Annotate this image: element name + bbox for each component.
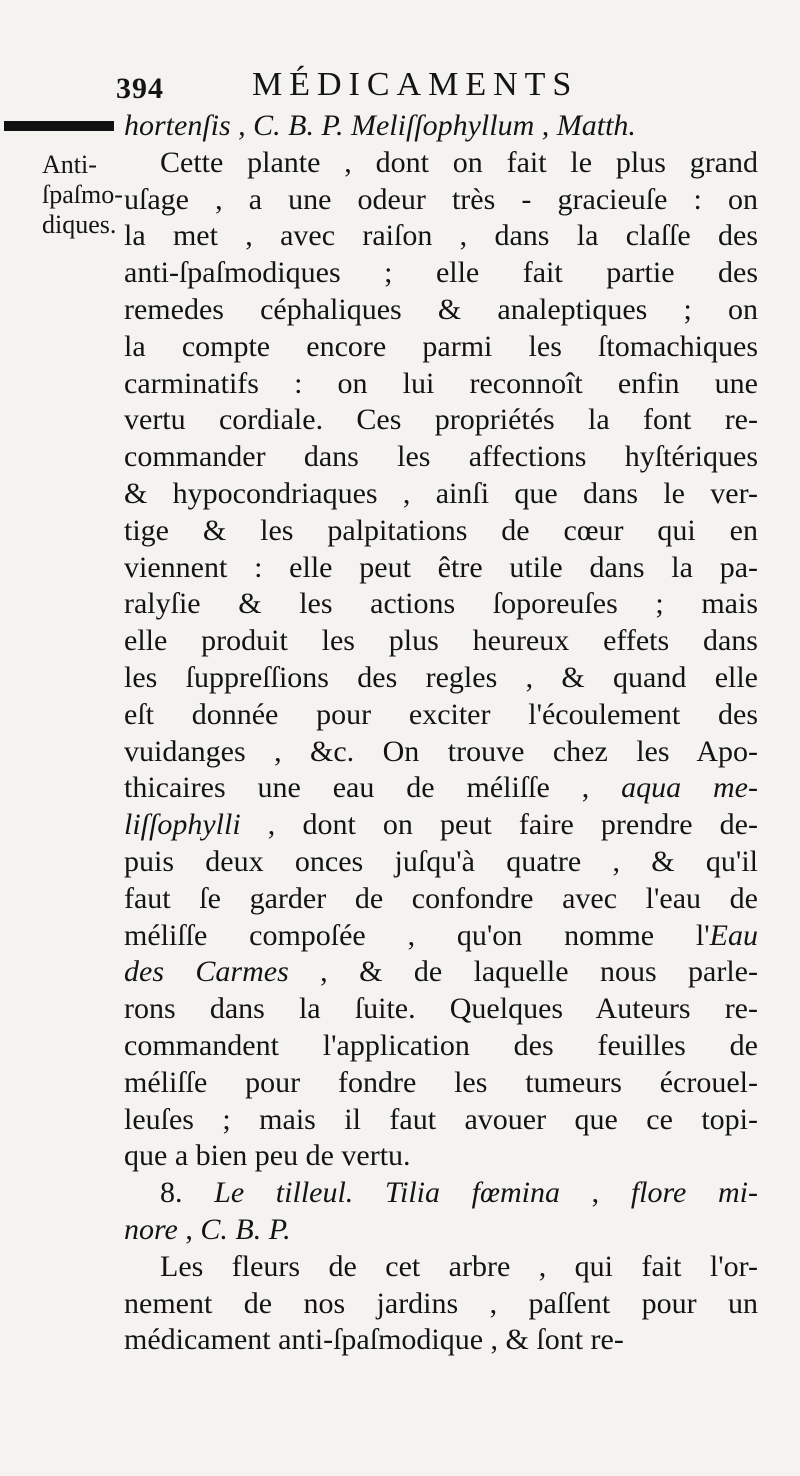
italic-text: hortenſis [124, 109, 231, 142]
text-line [124, 402, 758, 439]
italic-text: flore mi- [630, 1176, 759, 1210]
text-span: 8. [160, 1176, 215, 1210]
margin-note-line: ſpaſmo- [42, 180, 123, 209]
text-line [124, 1138, 758, 1175]
margin-note-line: diques. [42, 210, 117, 239]
text-line [124, 513, 758, 550]
text-span: ralyſie & les actions ſoporeuſes ; mais [124, 587, 758, 621]
text-span: la compte encore parmi les ſtomachiques [124, 329, 758, 363]
text-span: remedes céphaliques & analeptiques ; on [124, 292, 758, 326]
text-span: nement de nos jardins , paſſent pour un [124, 1286, 758, 1320]
text-line [124, 991, 758, 1028]
text-line [124, 145, 758, 182]
text-span: faut ſe garder de confondre avec l'eau de [124, 881, 758, 915]
text-line [124, 1175, 758, 1212]
text-line [124, 550, 758, 587]
text-span: uſage , a une odeur très - gracieuſe : on [124, 182, 758, 216]
text-line [124, 586, 758, 623]
italic-text: Le tilleul. Tilia fœmina [214, 1176, 560, 1210]
text-span: , & de laquelle nous parle- [288, 955, 758, 989]
text-span: vuidanges , &c. On trouve chez les Apo- [124, 734, 758, 768]
text-line [124, 329, 758, 366]
text-span: rons dans la ſuite. Quelques Auteurs re- [124, 992, 758, 1026]
italic-text: C. B. P. [200, 1212, 291, 1246]
text-line [124, 1286, 758, 1323]
italic-text: nore [124, 1212, 178, 1246]
text-line [124, 182, 758, 219]
text-span: thicaires une eau de méliſſe , [124, 771, 622, 805]
page-header [116, 60, 776, 110]
text-line [124, 734, 758, 771]
text-span: Cette plante , dont on fait le plus grand [160, 145, 758, 179]
text-span: & hypocondriaques , ainſi que dans le ver- [124, 476, 758, 510]
running-title: MÉDICAMENTS [252, 66, 579, 103]
text-span: carminatifs : on lui reconnoît enfin une [124, 366, 758, 400]
text-span: méliſſe pour fondre les tumeurs écrouel- [124, 1065, 758, 1099]
text-line [124, 255, 758, 292]
text-line [124, 697, 758, 734]
text-line [124, 1028, 758, 1065]
text-span: commandent l'application des feuilles de [124, 1028, 758, 1062]
text-span: la met , avec raiſon , dans la claſſe des [124, 219, 758, 253]
text-line [124, 218, 758, 255]
text-span: elle produit les plus heureux effets dans [124, 624, 758, 658]
text-line [124, 1102, 758, 1139]
body-text [124, 108, 758, 1359]
italic-text: Eau [709, 918, 758, 952]
text-span: les ſuppreſſions des regles , & quand elle [124, 660, 758, 694]
text-span: puis deux onces juſqu'à quatre , & qu'il [124, 844, 758, 878]
italic-text: , Matth. [534, 109, 636, 142]
page-number: 394 [116, 72, 164, 105]
italic-text: Meliſſophyllum [350, 109, 535, 142]
text-span: leuſes ; mais il faut avouer que ce topi- [124, 1102, 758, 1136]
margin-rule [4, 121, 114, 131]
text-line [124, 807, 758, 844]
text-line [124, 660, 758, 697]
text-line [124, 439, 758, 476]
text-line [124, 844, 758, 881]
text-line [124, 918, 758, 955]
text-span: , [177, 1212, 201, 1246]
text-line [124, 881, 758, 918]
text-line [124, 366, 758, 403]
text-line [124, 1065, 758, 1102]
text-line [124, 954, 758, 991]
text-span: que a bien peu de vertu. [124, 1139, 411, 1173]
text-line [124, 476, 758, 513]
text-span: médicament anti-ſpaſmodique , & ſont re- [124, 1323, 624, 1357]
text-line [124, 1212, 758, 1249]
text-line [124, 1322, 758, 1359]
text-span: tige & les palpitations de cœur qui en [124, 513, 758, 547]
text-line [124, 292, 758, 329]
margin-note [42, 150, 122, 240]
italic-text: des Carmes [124, 955, 289, 989]
text-line [124, 108, 758, 145]
italic-text: aqua me- [621, 771, 758, 805]
text-span: anti-ſpaſmodiques ; elle fait partie des [124, 256, 758, 290]
text-line [124, 770, 758, 807]
text-span: méliſſe compoſée , qu'on nomme l' [124, 918, 710, 952]
italic-text: liſſophylli [124, 808, 241, 842]
text-line [124, 1249, 758, 1286]
margin-note-line: Anti- [42, 150, 97, 179]
text-span: viennent : elle peut être utile dans la pa- [124, 550, 758, 584]
text-span: Les fleurs de cet arbre , qui fait l'or- [160, 1249, 758, 1283]
text-span: , [560, 1176, 631, 1210]
text-line [124, 623, 758, 660]
text-span: eſt donnée pour exciter l'écoulement des [124, 697, 758, 731]
text-span: vertu cordiale. Ces propriétés la font re- [124, 403, 758, 437]
text-span: , dont on peut faire prendre de- [240, 808, 758, 842]
text-span: commander dans les affections hyſtériques [124, 440, 758, 474]
italic-text: , C. B. P. [230, 109, 351, 142]
